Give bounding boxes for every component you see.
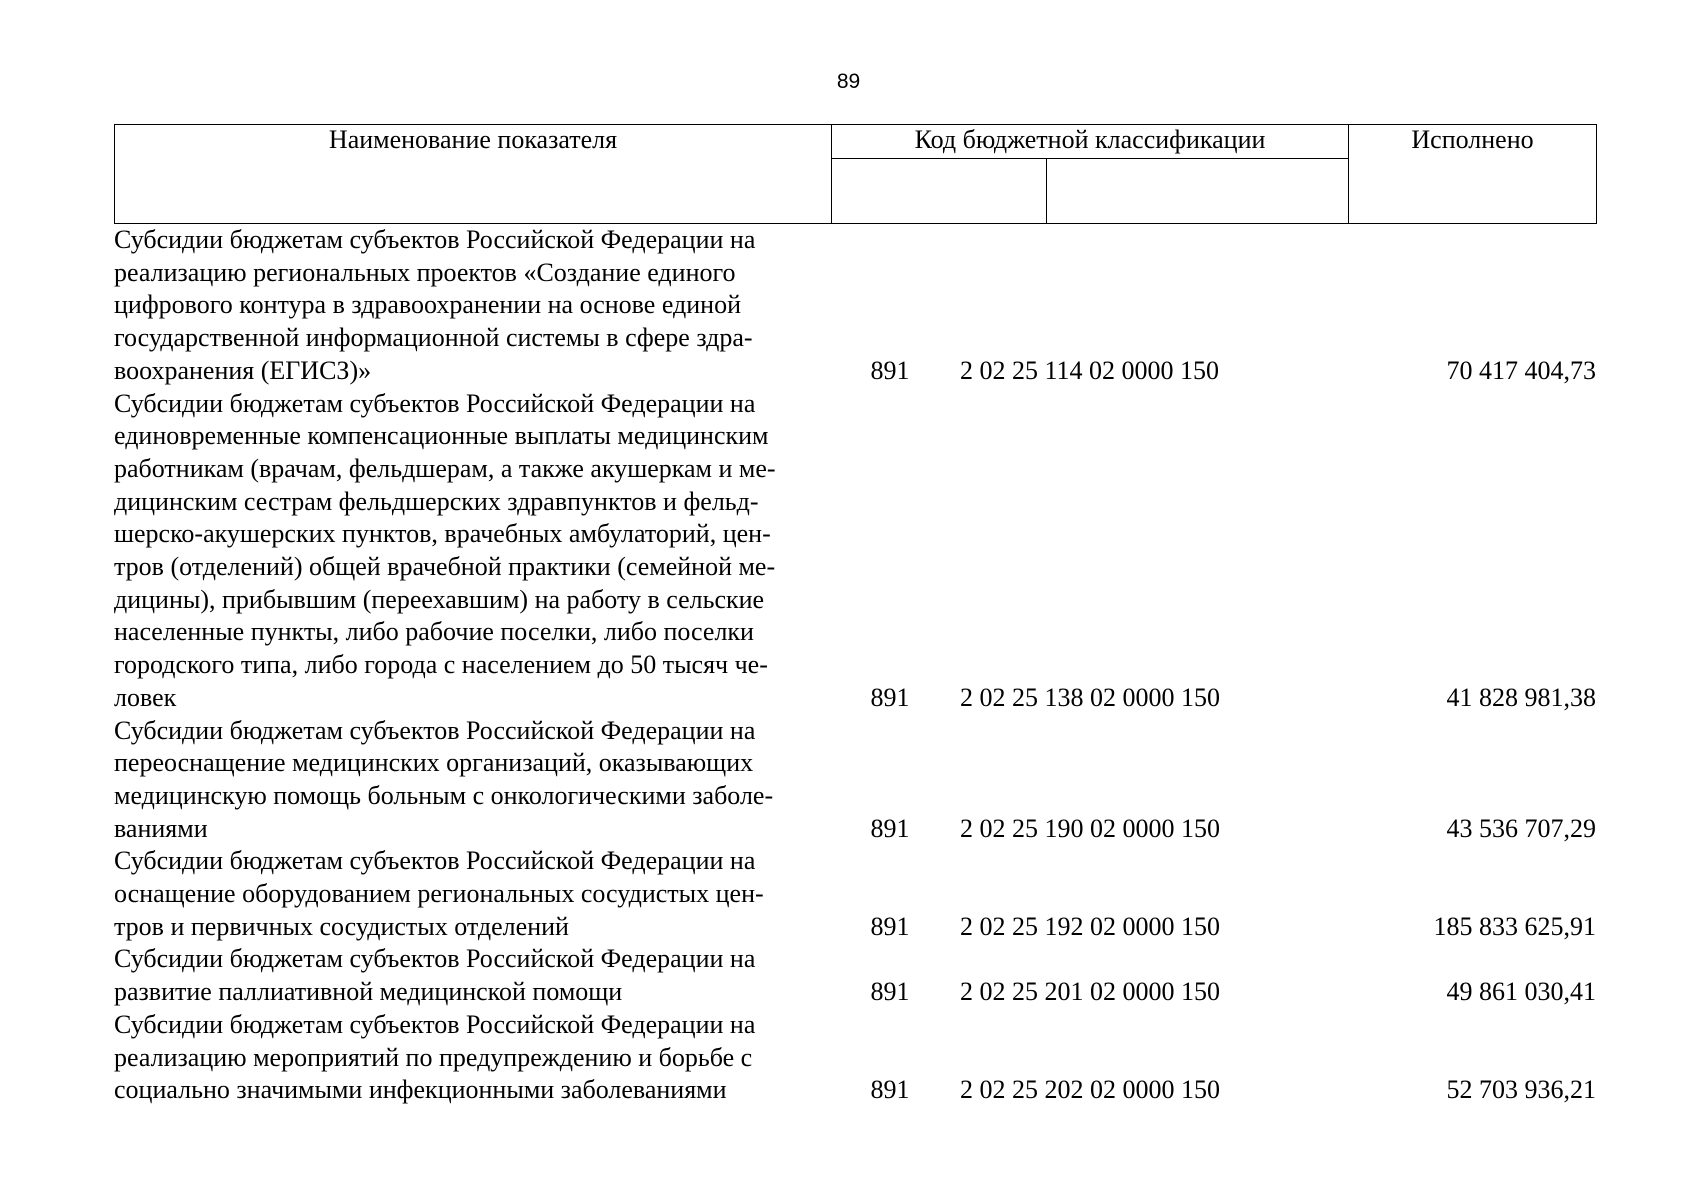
row-name: Субсидии бюджетам субъектов Российской Федерации на оснащение оборудованием региональных сосудистых цен- тров и первичных сосудистых отделений (114, 846, 764, 941)
row-amount: 52 703 936,21 (1446, 1075, 1596, 1105)
row-budget-code: 2 02 25 192 02 0000 150 (960, 911, 1220, 941)
row-admin-code: 891 (870, 977, 910, 1007)
table-row (114, 943, 1596, 1008)
table-body (114, 224, 1596, 1107)
header-admin-subcell (832, 158, 1047, 223)
row-admin-code: 891 (870, 355, 910, 385)
header-name-cell: Наименование показателя (115, 125, 832, 224)
row-amount: 49 861 030,41 (1446, 977, 1596, 1007)
row-name: Субсидии бюджетам субъектов Российской Федерации на переоснащение медицинских организаций, оказывающих медицинскую помощь больным с онкологическими заболе- ваниями (114, 715, 774, 843)
row-name: Субсидии бюджетам субъектов Российской Федерации на реализацию мероприятий по предупреждению и борьбе с социально значимыми инфекционными заболеваниями (114, 1009, 756, 1105)
header-executed-cell: Исполнено (1349, 125, 1597, 224)
table-row (114, 1009, 1596, 1107)
page-number: 89 (836, 70, 861, 93)
row-amount: 41 828 981,38 (1446, 682, 1596, 712)
row-budget-code: 2 02 25 201 02 0000 150 (960, 977, 1220, 1007)
row-admin-code: 891 (870, 1075, 910, 1105)
row-budget-code: 2 02 25 202 02 0000 150 (960, 1075, 1220, 1105)
header-code-cell: Код бюджетной классификации (832, 125, 1349, 159)
row-admin-code: 891 (870, 813, 910, 843)
table-row (114, 388, 1596, 715)
table-row (114, 845, 1596, 943)
row-amount: 70 417 404,73 (1446, 355, 1596, 385)
row-budget-code: 2 02 25 190 02 0000 150 (960, 813, 1220, 843)
row-name: Субсидии бюджетам субъектов Российской Федерации на единовременные компенсационные выплаты медицинским работникам (врачам, фельдшерам, а также акушеркам и ме- дицинским сестрам фельдшерских здравпунктов и фельд- шерско-акушерских пунктов, врачебных амбулаторий, цен- тров (отделений) общей врачебной практики (семейной ме- дицины), прибывшим (переехавшим) на работу в сельские населенные пункты, либо рабочие поселки, либо поселки городского типа, либо города с населением до 50 тысяч че- ловек (114, 388, 776, 712)
row-name: Субсидии бюджетам субъектов Российской Федерации на развитие паллиативной медицинской помощи (114, 944, 756, 1007)
row-budget-code: 2 02 25 138 02 0000 150 (960, 682, 1220, 712)
table-row (114, 715, 1596, 846)
row-name: Субсидии бюджетам субъектов Российской Федерации на реализацию региональных проектов «Создание единого цифрового контура в здравоохранении на основе единой государственной информационной системы в сфере здра- воохранения (ЕГИСЗ)» (114, 225, 756, 385)
row-budget-code: 2 02 25 114 02 0000 150 (960, 355, 1220, 385)
row-admin-code: 891 (870, 911, 910, 941)
table-header (114, 124, 1597, 224)
row-admin-code: 891 (870, 682, 910, 712)
row-amount: 43 536 707,29 (1446, 813, 1596, 843)
header-code-subcell (1047, 158, 1349, 223)
table-row (114, 224, 1596, 388)
row-amount: 185 833 625,91 (1433, 911, 1596, 941)
